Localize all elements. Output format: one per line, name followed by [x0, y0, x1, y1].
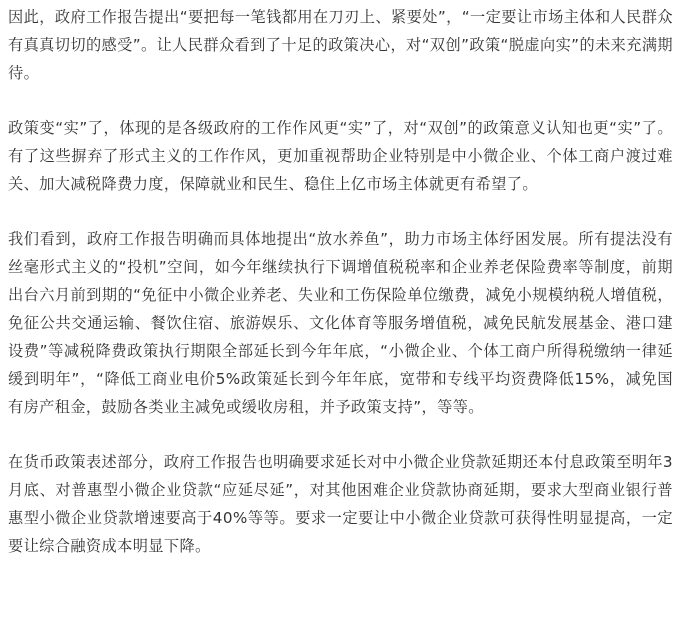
paragraph-4: 在货币政策表述部分，政府工作报告也明确要求延长对中小微企业贷款延期还本付息政策至明年3月底、对普惠型小微企业贷款“应延尽延”，对其他困难企业贷款协商延期，要求大型商业银行普惠型小微企业贷款增速要高于40%等等。要求一定要让中小微企业贷款可获得性明显提高，一定要让综合融资成本明显下降。 — [8, 453, 673, 555]
paragraph-3: 我们看到，政府工作报告明确而具体地提出“放水养鱼”，助力市场主体纾困发展。所有提法没有丝毫形式主义的“投机”空间，如今年继续执行下调增值税税率和企业养老保险费率等制度，前期出台六月前到期的“免征中小微企业养老、失业和工伤保险单位缴费，减免小规模纳税人增值税，免征公共交通运输、餐饮住宿、旅游娱乐、文化体育等服务增值税，减免民航发展基金、港口建设费”等减税降费政策执行期限全部延长到今年年底，“小微企业、个体工商户所得税缴纳一律延缓到明年”，“降低工商业电价5%政策延长到今年年底，宽带和专线平均资费降低15%，减免国有房产租金，鼓励各类业主减免或缓收房租，并予政策支持”，等等。 — [8, 230, 673, 416]
paragraph-1: 因此，政府工作报告提出“要把每一笔钱都用在刀刃上、紧要处”，“一定要让市场主体和人民群众有真真切切的感受”。让人民群众看到了十足的政策决心，对“双创”政策“脱虚向实”的未来充满期待。 — [8, 8, 673, 82]
paragraph-spacer — [8, 198, 673, 225]
article-body — [0, 3, 677, 560]
paragraph-spacer — [8, 87, 673, 114]
paragraph-2: 政策变“实”了，体现的是各级政府的工作作风更“实”了，对“双创”的政策意义认知也更“实”了。有了这些摒弃了形式主义的工作作风，更加重视帮助企业特别是中小微企业、个体工商户渡过难关、加大减税降费力度，保障就业和民生、稳住上亿市场主体就更有希望了。 — [8, 119, 673, 193]
paragraph-spacer — [8, 421, 673, 448]
